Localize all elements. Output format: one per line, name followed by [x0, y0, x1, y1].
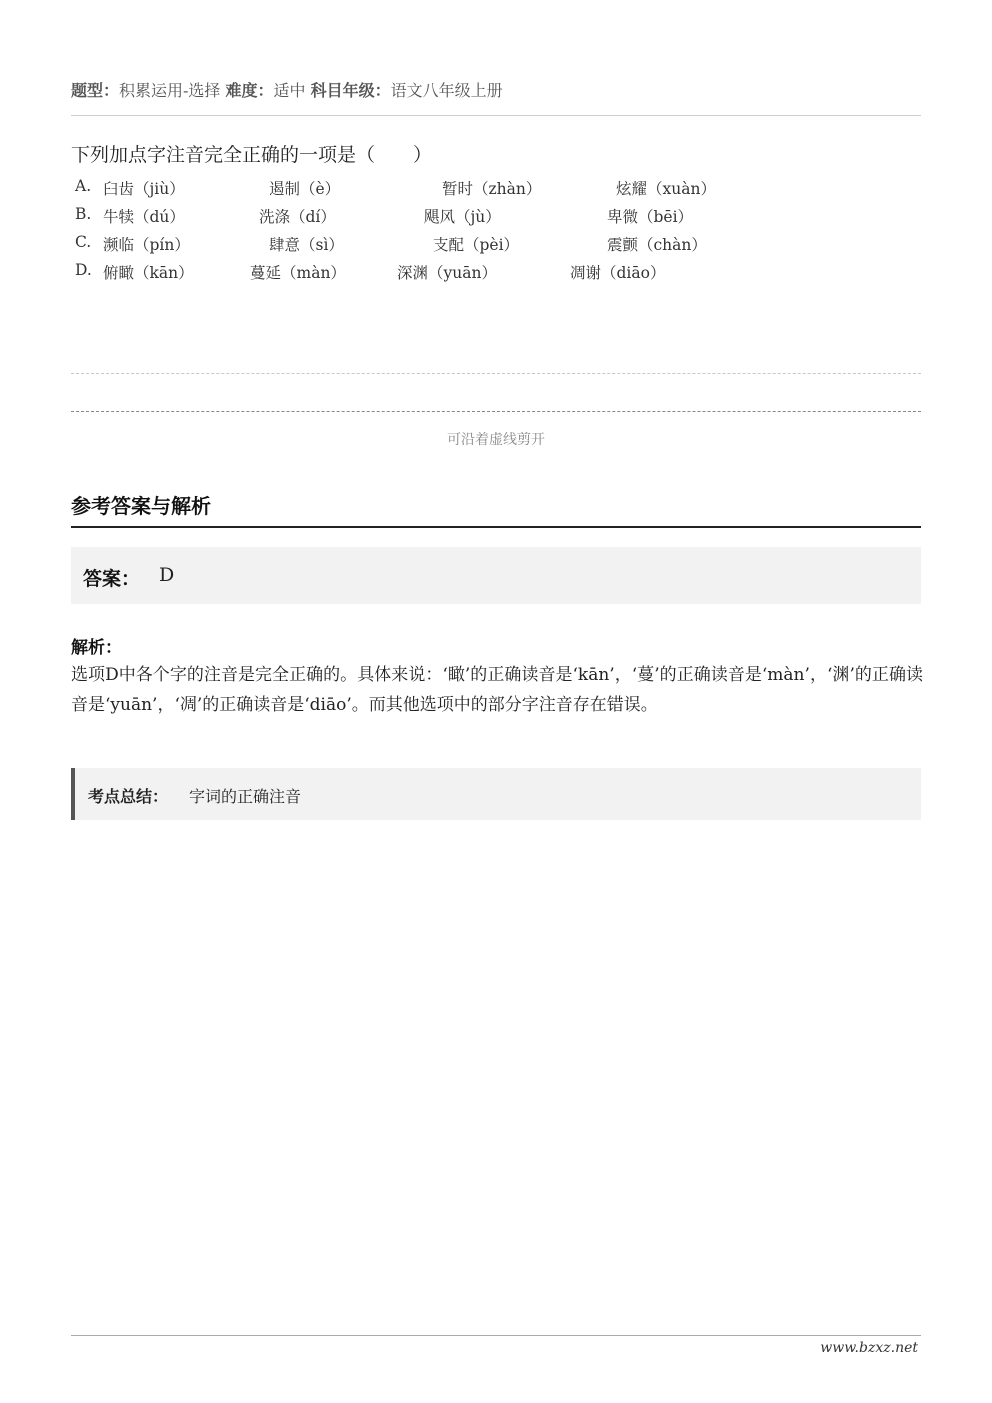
- option-item: 支配（pèi）: [433, 236, 520, 254]
- option-item: 遏制（è）: [269, 180, 341, 198]
- key-point-label: 考点总结：: [88, 787, 169, 806]
- option-item: 牛犊（dú）: [103, 208, 185, 226]
- option-letter: B.: [75, 205, 92, 223]
- answer-box: [71, 547, 921, 604]
- option-letter: A.: [75, 177, 92, 195]
- meta-divider: [71, 115, 921, 116]
- cut-line: [71, 411, 921, 412]
- option-letter: D.: [75, 261, 92, 279]
- option-item: 深渊（yuān）: [397, 264, 497, 282]
- cut-hint: 可沿着虚线剪开: [447, 432, 545, 448]
- footer-divider: [71, 1335, 921, 1336]
- option-item: 震颤（chàn）: [607, 236, 707, 254]
- analysis-text: 选项D中各个字的注音是完全正确的。具体来说：‘瞰’的正确读音是‘kān’，‘蔓’的正确读音是‘màn’，‘渊’的正确读音是‘yuān’，‘凋’的正确读音是‘diāo’。而其他选项中的部分字注音存在错误。: [71, 665, 923, 715]
- answer-value: D: [159, 564, 175, 586]
- key-point-value: 字词的正确注音: [189, 787, 302, 806]
- option-item: 洗涤（dí）: [259, 208, 336, 226]
- option-item: 臼齿（jiù）: [103, 180, 185, 198]
- type-value: 积累运用-选择: [119, 81, 221, 100]
- question-stem: 下列加点字注音完全正确的一项是（ ）: [71, 144, 433, 166]
- option-item: 暂时（zhàn）: [442, 180, 542, 198]
- dashed-divider: [71, 373, 921, 374]
- type-label: 题型：: [71, 81, 120, 100]
- question-meta: [71, 78, 503, 101]
- difficulty-label: 难度：: [225, 81, 274, 100]
- solution-title: 参考答案与解析: [71, 494, 211, 518]
- footer-site: www.bzxz.net: [820, 1340, 918, 1356]
- key-point-box: [71, 768, 921, 820]
- option-item: 凋谢（diāo）: [570, 264, 666, 282]
- option-item: 濒临（pín）: [103, 236, 190, 254]
- option-item: 俯瞰（kān）: [103, 264, 194, 282]
- answer-label: 答案：: [83, 568, 141, 590]
- solution-divider: [71, 526, 921, 528]
- option-item: 卑微（bēi）: [607, 208, 694, 226]
- option-item: 蔓延（màn）: [250, 264, 346, 282]
- option-item: 飓风（jù）: [424, 208, 501, 226]
- subject-label: 科目年级：: [310, 81, 391, 100]
- option-item: 炫耀（xuàn）: [616, 180, 716, 198]
- difficulty-value: 适中: [273, 81, 306, 100]
- option-item: 肆意（sì）: [269, 236, 344, 254]
- analysis-label: 解析：: [71, 638, 122, 658]
- option-letter: C.: [75, 233, 92, 251]
- subject-value: 语文八年级上册: [390, 81, 503, 100]
